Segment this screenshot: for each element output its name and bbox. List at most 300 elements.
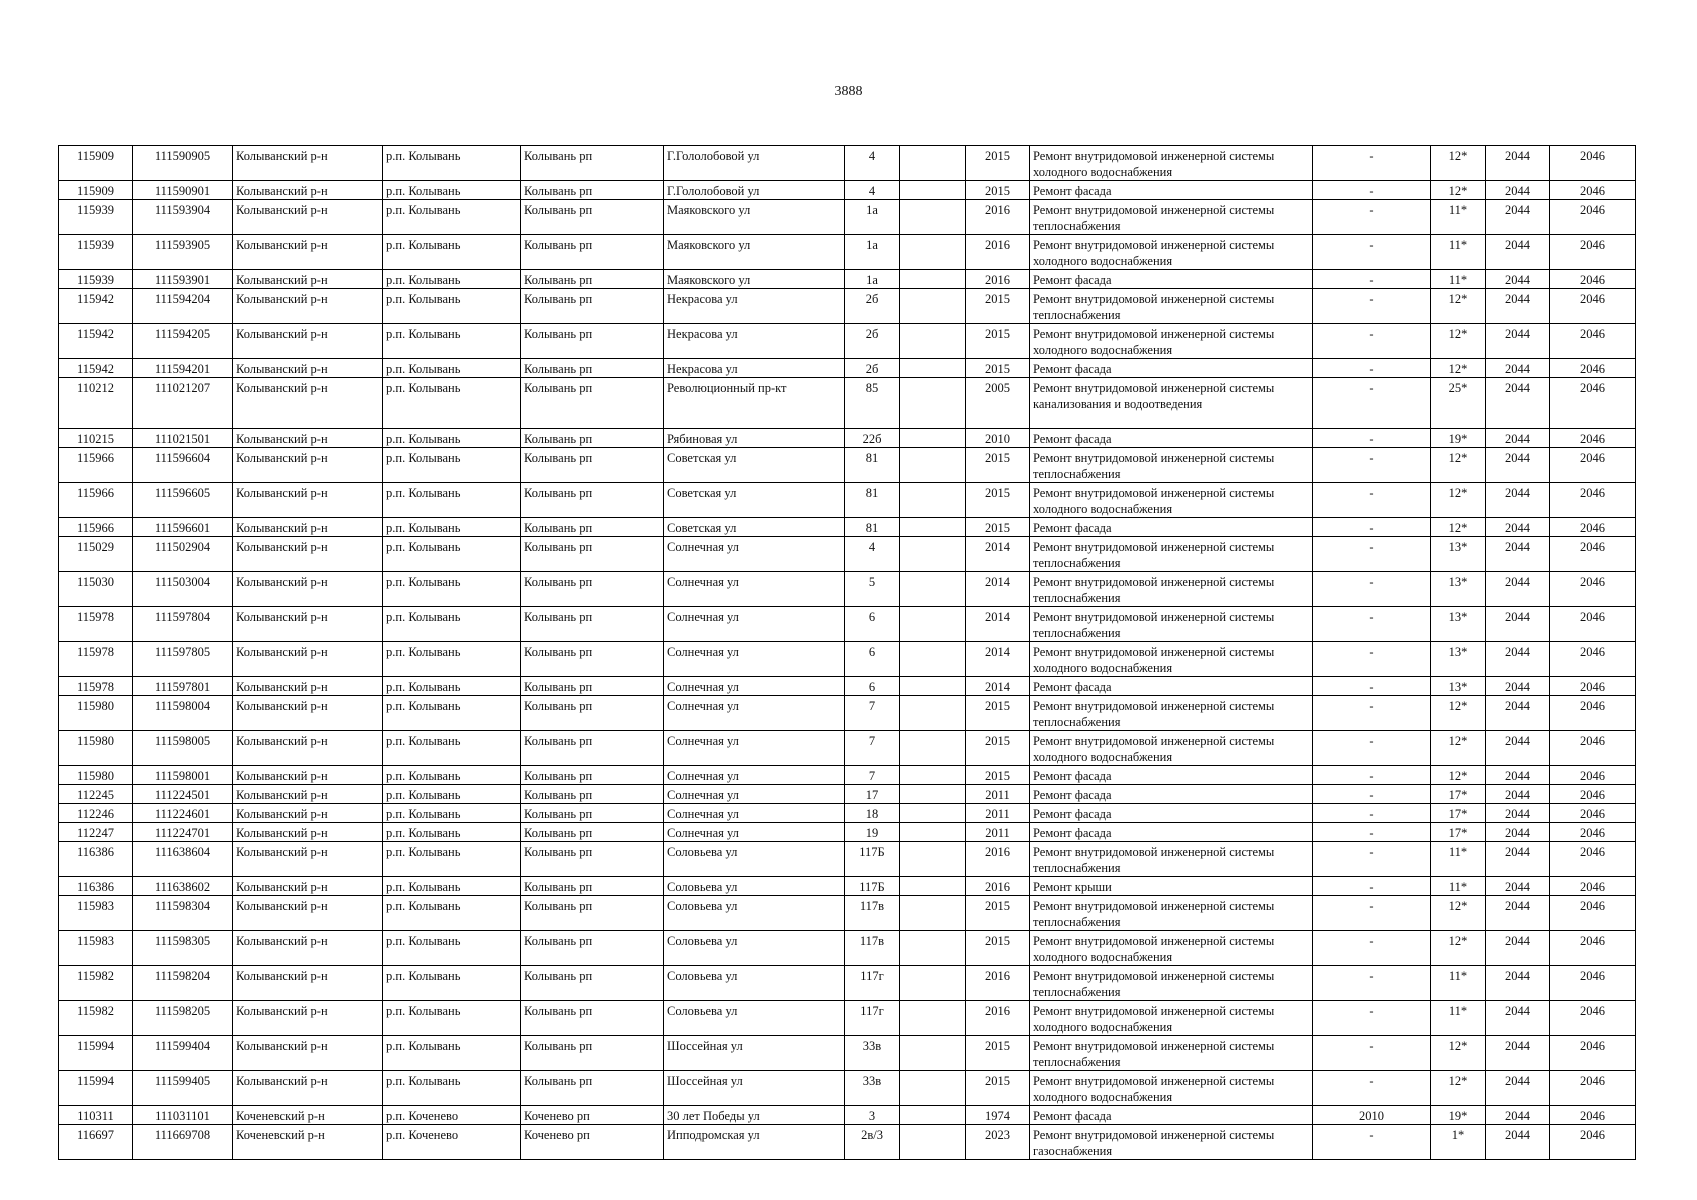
end-year-cell: 2046 [1550,378,1636,429]
term-cell: 13* [1431,607,1486,642]
work-type-cell: Ремонт фасада [1030,1106,1313,1125]
row-id-cell: 115909 [59,146,133,181]
house-number-cell: 33в [845,1071,900,1106]
construction-year-cell: 1974 [966,1106,1030,1125]
locality-cell: р.п. Колывань [383,823,521,842]
term-cell: 19* [1431,1106,1486,1125]
table-row [59,1106,1636,1125]
street-cell: Советская ул [664,483,845,518]
term-cell: 12* [1431,518,1486,537]
settlement-cell: Колывань рп [521,1001,664,1036]
house-number-cell: 4 [845,537,900,572]
row-id-cell: 115966 [59,518,133,537]
row-id-cell: 115978 [59,677,133,696]
house-number-cell: 22б [845,429,900,448]
row-code-cell: 111598004 [133,696,233,731]
locality-cell: р.п. Колывань [383,537,521,572]
last-repair-cell: - [1313,448,1431,483]
street-cell: Советская ул [664,448,845,483]
work-type-cell: Ремонт внутридомовой инженерной системы холодного водоснабжения [1030,235,1313,270]
settlement-cell: Колывань рп [521,200,664,235]
construction-year-cell: 2014 [966,537,1030,572]
start-year-cell: 2044 [1486,931,1550,966]
work-type-cell: Ремонт внутридомовой инженерной системы теплоснабжения [1030,607,1313,642]
district-cell: Колыванский р-н [233,200,383,235]
construction-year-cell: 2015 [966,146,1030,181]
start-year-cell: 2044 [1486,181,1550,200]
construction-year-cell: 2014 [966,607,1030,642]
street-cell: Рябиновая ул [664,429,845,448]
street-cell: Г.Гололобовой ул [664,181,845,200]
term-cell: 25* [1431,378,1486,429]
district-cell: Колыванский р-н [233,931,383,966]
construction-year-cell: 2014 [966,572,1030,607]
term-cell: 12* [1431,448,1486,483]
row-code-cell: 111597805 [133,642,233,677]
term-cell: 12* [1431,1071,1486,1106]
start-year-cell: 2044 [1486,785,1550,804]
construction-year-cell: 2023 [966,1125,1030,1160]
construction-year-cell: 2016 [966,966,1030,1001]
end-year-cell: 2046 [1550,642,1636,677]
row-id-cell: 115939 [59,235,133,270]
locality-cell: р.п. Коченево [383,1125,521,1160]
settlement-cell: Колывань рп [521,235,664,270]
term-cell: 13* [1431,572,1486,607]
start-year-cell: 2044 [1486,289,1550,324]
row-id-cell: 115980 [59,696,133,731]
settlement-cell: Колывань рп [521,448,664,483]
term-cell: 13* [1431,537,1486,572]
empty-cell [900,1125,966,1160]
street-cell: Ипподромская ул [664,1125,845,1160]
house-number-cell: 117в [845,931,900,966]
locality-cell: р.п. Колывань [383,931,521,966]
district-cell: Колыванский р-н [233,607,383,642]
empty-cell [900,235,966,270]
work-type-cell: Ремонт фасада [1030,804,1313,823]
table-row [59,200,1636,235]
settlement-cell: Колывань рп [521,1071,664,1106]
street-cell: Солнечная ул [664,766,845,785]
district-cell: Колыванский р-н [233,1036,383,1071]
district-cell: Коченевский р-н [233,1125,383,1160]
locality-cell: р.п. Колывань [383,731,521,766]
start-year-cell: 2044 [1486,359,1550,378]
locality-cell: р.п. Колывань [383,696,521,731]
house-number-cell: 2б [845,324,900,359]
construction-year-cell: 2015 [966,731,1030,766]
empty-cell [900,146,966,181]
term-cell: 11* [1431,200,1486,235]
work-type-cell: Ремонт внутридомовой инженерной системы теплоснабжения [1030,448,1313,483]
row-id-cell: 115978 [59,642,133,677]
district-cell: Колыванский р-н [233,677,383,696]
work-type-cell: Ремонт фасада [1030,766,1313,785]
last-repair-cell: - [1313,289,1431,324]
start-year-cell: 2044 [1486,766,1550,785]
house-number-cell: 7 [845,766,900,785]
table-row [59,359,1636,378]
house-number-cell: 2в/3 [845,1125,900,1160]
end-year-cell: 2046 [1550,677,1636,696]
row-id-cell: 115966 [59,448,133,483]
work-type-cell: Ремонт внутридомовой инженерной системы теплоснабжения [1030,572,1313,607]
street-cell: Солнечная ул [664,785,845,804]
settlement-cell: Колывань рп [521,766,664,785]
street-cell: Соловьева ул [664,877,845,896]
empty-cell [900,896,966,931]
term-cell: 13* [1431,677,1486,696]
house-number-cell: 2б [845,359,900,378]
row-code-cell: 111596605 [133,483,233,518]
house-number-cell: 4 [845,181,900,200]
settlement-cell: Колывань рп [521,289,664,324]
table-row [59,731,1636,766]
row-id-cell: 115978 [59,607,133,642]
term-cell: 13* [1431,642,1486,677]
district-cell: Колыванский р-н [233,842,383,877]
settlement-cell: Колывань рп [521,931,664,966]
table-row [59,537,1636,572]
locality-cell: р.п. Колывань [383,483,521,518]
start-year-cell: 2044 [1486,877,1550,896]
construction-year-cell: 2015 [966,696,1030,731]
row-id-cell: 110311 [59,1106,133,1125]
settlement-cell: Колывань рп [521,896,664,931]
last-repair-cell: - [1313,731,1431,766]
house-number-cell: 6 [845,642,900,677]
row-id-cell: 115994 [59,1071,133,1106]
locality-cell: р.п. Колывань [383,842,521,877]
street-cell: Некрасова ул [664,359,845,378]
district-cell: Колыванский р-н [233,1071,383,1106]
last-repair-cell: - [1313,877,1431,896]
construction-year-cell: 2005 [966,378,1030,429]
construction-year-cell: 2016 [966,270,1030,289]
house-number-cell: 117Б [845,877,900,896]
work-type-cell: Ремонт внутридомовой инженерной системы теплоснабжения [1030,896,1313,931]
row-code-cell: 111593901 [133,270,233,289]
construction-year-cell: 2010 [966,429,1030,448]
work-type-cell: Ремонт внутридомовой инженерной системы холодного водоснабжения [1030,146,1313,181]
term-cell: 11* [1431,966,1486,1001]
row-id-cell: 115939 [59,200,133,235]
house-number-cell: 4 [845,146,900,181]
end-year-cell: 2046 [1550,966,1636,1001]
district-cell: Коченевский р-н [233,1106,383,1125]
street-cell: Маяковского ул [664,200,845,235]
street-cell: 30 лет Победы ул [664,1106,845,1125]
page-number: 3888 [834,84,863,99]
empty-cell [900,1106,966,1125]
end-year-cell: 2046 [1550,200,1636,235]
empty-cell [900,289,966,324]
row-code-cell: 111593904 [133,200,233,235]
table-row [59,677,1636,696]
table-row [59,642,1636,677]
settlement-cell: Колывань рп [521,966,664,1001]
table-row [59,877,1636,896]
district-cell: Колыванский р-н [233,877,383,896]
last-repair-cell: - [1313,429,1431,448]
table-row [59,1125,1636,1160]
locality-cell: р.п. Колывань [383,766,521,785]
settlement-cell: Колывань рп [521,823,664,842]
row-code-cell: 111031101 [133,1106,233,1125]
locality-cell: р.п. Колывань [383,877,521,896]
row-code-cell: 111598005 [133,731,233,766]
row-code-cell: 111594204 [133,289,233,324]
row-code-cell: 111596601 [133,518,233,537]
row-id-cell: 115942 [59,289,133,324]
work-type-cell: Ремонт внутридомовой инженерной системы холодного водоснабжения [1030,931,1313,966]
end-year-cell: 2046 [1550,537,1636,572]
table-row [59,842,1636,877]
work-type-cell: Ремонт фасада [1030,429,1313,448]
end-year-cell: 2046 [1550,518,1636,537]
row-id-cell: 115994 [59,1036,133,1071]
term-cell: 12* [1431,324,1486,359]
end-year-cell: 2046 [1550,448,1636,483]
settlement-cell: Колывань рп [521,359,664,378]
row-id-cell: 115942 [59,359,133,378]
empty-cell [900,696,966,731]
end-year-cell: 2046 [1550,785,1636,804]
term-cell: 1* [1431,1125,1486,1160]
row-code-cell: 111598204 [133,966,233,1001]
row-code-cell: 111598205 [133,1001,233,1036]
row-id-cell: 115030 [59,572,133,607]
row-id-cell: 115983 [59,896,133,931]
row-code-cell: 111597804 [133,607,233,642]
row-id-cell: 115966 [59,483,133,518]
construction-year-cell: 2016 [966,842,1030,877]
locality-cell: р.п. Колывань [383,200,521,235]
start-year-cell: 2044 [1486,677,1550,696]
empty-cell [900,448,966,483]
house-number-cell: 6 [845,677,900,696]
end-year-cell: 2046 [1550,324,1636,359]
street-cell: Соловьева ул [664,1001,845,1036]
row-code-cell: 111598304 [133,896,233,931]
table-row [59,518,1636,537]
term-cell: 17* [1431,785,1486,804]
table-row [59,146,1636,181]
empty-cell [900,823,966,842]
house-number-cell: 117г [845,1001,900,1036]
street-cell: Солнечная ул [664,677,845,696]
row-code-cell: 111021207 [133,378,233,429]
row-code-cell: 111590905 [133,146,233,181]
house-number-cell: 81 [845,518,900,537]
district-cell: Колыванский р-н [233,966,383,1001]
construction-year-cell: 2011 [966,823,1030,842]
construction-year-cell: 2015 [966,359,1030,378]
locality-cell: р.п. Колывань [383,966,521,1001]
construction-year-cell: 2015 [966,324,1030,359]
empty-cell [900,181,966,200]
empty-cell [900,931,966,966]
district-cell: Колыванский р-н [233,537,383,572]
table-row [59,181,1636,200]
locality-cell: р.п. Колывань [383,642,521,677]
row-id-cell: 115909 [59,181,133,200]
end-year-cell: 2046 [1550,289,1636,324]
street-cell: Некрасова ул [664,324,845,359]
row-code-cell: 111598305 [133,931,233,966]
locality-cell: р.п. Колывань [383,181,521,200]
settlement-cell: Колывань рп [521,483,664,518]
locality-cell: р.п. Колывань [383,607,521,642]
row-id-cell: 112245 [59,785,133,804]
start-year-cell: 2044 [1486,642,1550,677]
start-year-cell: 2044 [1486,842,1550,877]
row-code-cell: 111638602 [133,877,233,896]
settlement-cell: Колывань рп [521,537,664,572]
street-cell: Солнечная ул [664,537,845,572]
end-year-cell: 2046 [1550,483,1636,518]
last-repair-cell: - [1313,804,1431,823]
end-year-cell: 2046 [1550,429,1636,448]
row-code-cell: 111224601 [133,804,233,823]
empty-cell [900,607,966,642]
work-type-cell: Ремонт фасада [1030,359,1313,378]
last-repair-cell: - [1313,518,1431,537]
term-cell: 12* [1431,1036,1486,1071]
end-year-cell: 2046 [1550,804,1636,823]
row-id-cell: 116386 [59,842,133,877]
start-year-cell: 2044 [1486,896,1550,931]
last-repair-cell: - [1313,359,1431,378]
work-type-cell: Ремонт внутридомовой инженерной системы теплоснабжения [1030,537,1313,572]
last-repair-cell: - [1313,235,1431,270]
locality-cell: р.п. Колывань [383,518,521,537]
work-type-cell: Ремонт внутридомовой инженерной системы теплоснабжения [1030,1036,1313,1071]
start-year-cell: 2044 [1486,537,1550,572]
house-number-cell: 17 [845,785,900,804]
empty-cell [900,966,966,1001]
district-cell: Колыванский р-н [233,235,383,270]
table-row [59,823,1636,842]
work-type-cell: Ремонт внутридомовой инженерной системы теплоснабжения [1030,200,1313,235]
row-code-cell: 111021501 [133,429,233,448]
street-cell: Солнечная ул [664,696,845,731]
registry-body [59,146,1636,1160]
start-year-cell: 2044 [1486,235,1550,270]
start-year-cell: 2044 [1486,572,1550,607]
end-year-cell: 2046 [1550,1106,1636,1125]
end-year-cell: 2046 [1550,696,1636,731]
end-year-cell: 2046 [1550,842,1636,877]
empty-cell [900,877,966,896]
house-number-cell: 117в [845,896,900,931]
settlement-cell: Колывань рп [521,378,664,429]
table-row [59,766,1636,785]
end-year-cell: 2046 [1550,1071,1636,1106]
construction-year-cell: 2015 [966,896,1030,931]
house-number-cell: 7 [845,696,900,731]
locality-cell: р.п. Колывань [383,1071,521,1106]
street-cell: Соловьева ул [664,842,845,877]
district-cell: Колыванский р-н [233,483,383,518]
work-type-cell: Ремонт фасада [1030,677,1313,696]
row-code-cell: 111638604 [133,842,233,877]
district-cell: Колыванский р-н [233,731,383,766]
row-code-cell: 111599405 [133,1071,233,1106]
street-cell: Соловьева ул [664,896,845,931]
table-row [59,289,1636,324]
row-code-cell: 111224701 [133,823,233,842]
house-number-cell: 7 [845,731,900,766]
end-year-cell: 2046 [1550,1001,1636,1036]
last-repair-cell: - [1313,1001,1431,1036]
work-type-cell: Ремонт внутридомовой инженерной системы холодного водоснабжения [1030,1001,1313,1036]
end-year-cell: 2046 [1550,607,1636,642]
last-repair-cell: - [1313,896,1431,931]
row-id-cell: 115980 [59,731,133,766]
street-cell: Маяковского ул [664,270,845,289]
district-cell: Колыванский р-н [233,804,383,823]
row-code-cell: 111597801 [133,677,233,696]
term-cell: 17* [1431,804,1486,823]
last-repair-cell: - [1313,378,1431,429]
empty-cell [900,766,966,785]
last-repair-cell: - [1313,181,1431,200]
district-cell: Колыванский р-н [233,289,383,324]
row-id-cell: 115982 [59,966,133,1001]
construction-year-cell: 2015 [966,289,1030,324]
house-number-cell: 1а [845,270,900,289]
term-cell: 12* [1431,696,1486,731]
empty-cell [900,1001,966,1036]
table-row [59,931,1636,966]
table-row [59,966,1636,1001]
table-row [59,607,1636,642]
street-cell: Революционный пр-кт [664,378,845,429]
row-id-cell: 115942 [59,324,133,359]
last-repair-cell: - [1313,1036,1431,1071]
term-cell: 12* [1431,766,1486,785]
street-cell: Солнечная ул [664,823,845,842]
last-repair-cell: - [1313,483,1431,518]
term-cell: 12* [1431,181,1486,200]
empty-cell [900,731,966,766]
table-row [59,270,1636,289]
house-number-cell: 81 [845,483,900,518]
construction-year-cell: 2015 [966,181,1030,200]
start-year-cell: 2044 [1486,1071,1550,1106]
house-number-cell: 81 [845,448,900,483]
empty-cell [900,483,966,518]
settlement-cell: Колывань рп [521,607,664,642]
district-cell: Колыванский р-н [233,642,383,677]
locality-cell: р.п. Колывань [383,429,521,448]
start-year-cell: 2044 [1486,966,1550,1001]
district-cell: Колыванский р-н [233,429,383,448]
district-cell: Колыванский р-н [233,572,383,607]
empty-cell [900,842,966,877]
row-id-cell: 115980 [59,766,133,785]
table-row [59,1036,1636,1071]
locality-cell: р.п. Колывань [383,1001,521,1036]
row-id-cell: 116386 [59,877,133,896]
row-id-cell: 110215 [59,429,133,448]
term-cell: 12* [1431,146,1486,181]
term-cell: 12* [1431,483,1486,518]
work-type-cell: Ремонт внутридомовой инженерной системы газоснабжения [1030,1125,1313,1160]
last-repair-cell: - [1313,1125,1431,1160]
